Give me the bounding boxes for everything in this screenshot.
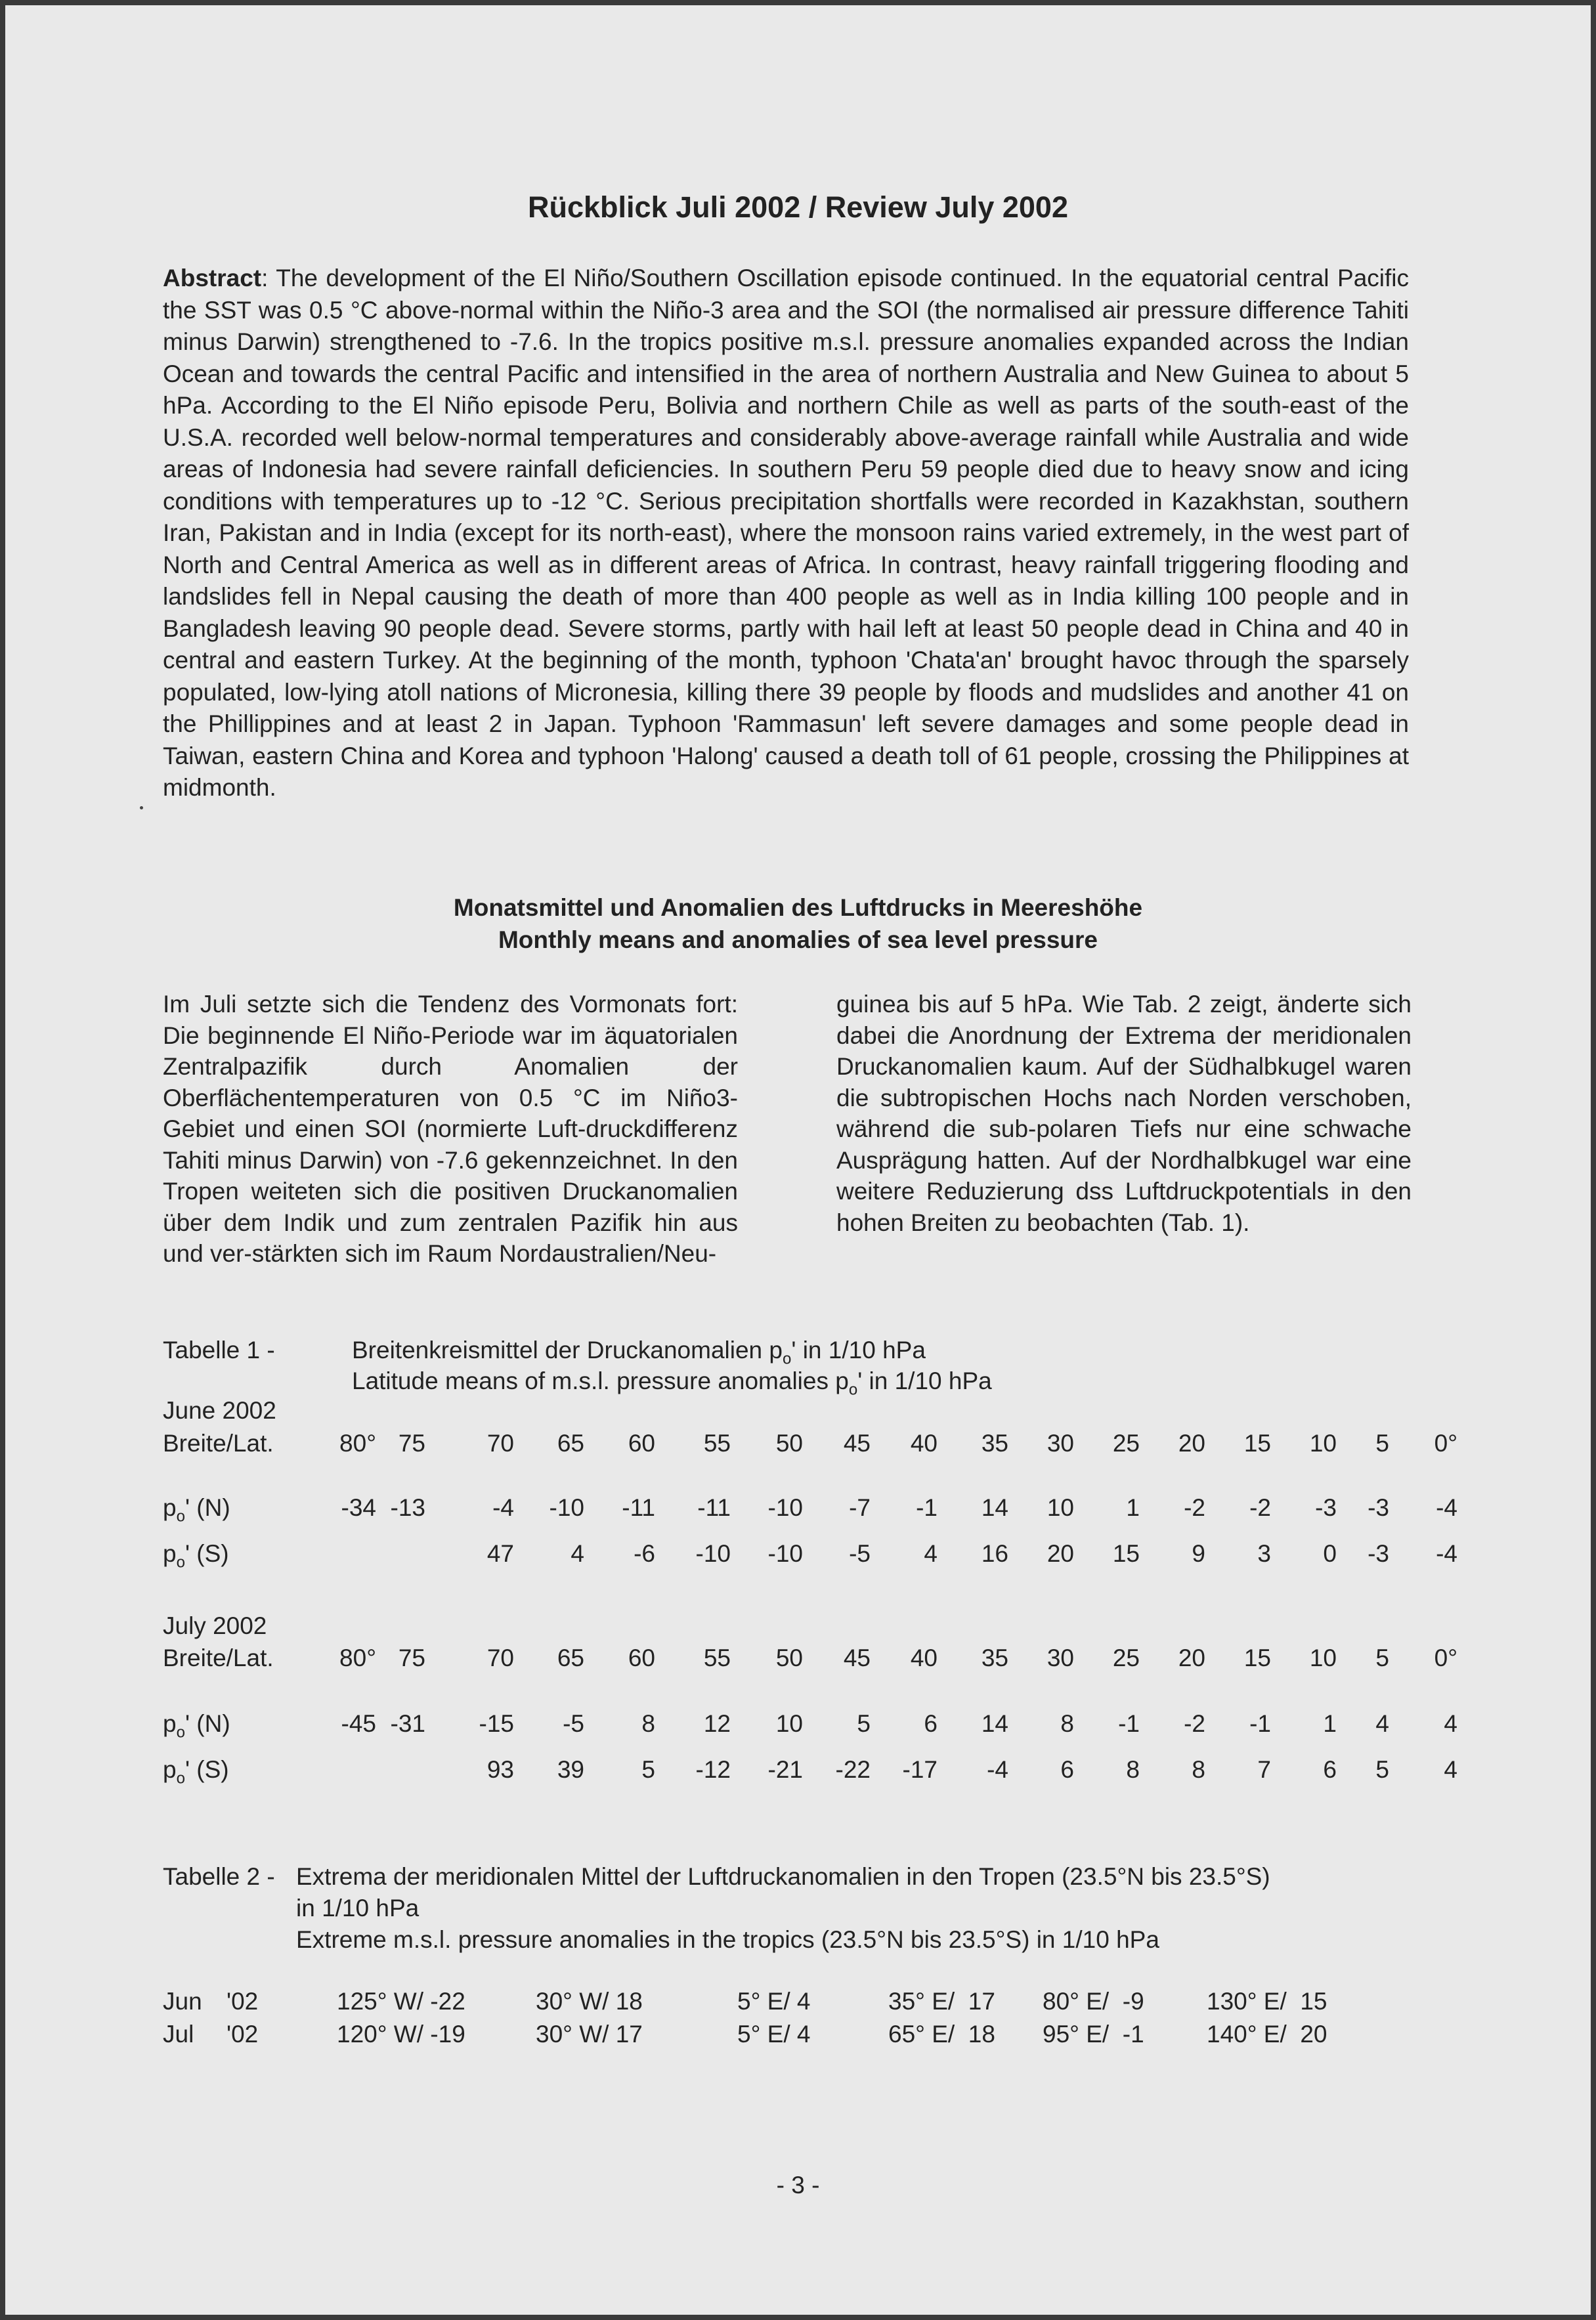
table1-july-s-cell: 93 xyxy=(486,1756,514,1783)
table1-june-lat-cell: 45 xyxy=(843,1430,871,1457)
table1-june-s-cell: 20 xyxy=(1046,1540,1074,1567)
table1-july-header-label: Breite/Lat. xyxy=(163,1644,274,1671)
table1-july-s-cell: 7 xyxy=(1257,1756,1271,1783)
table2-cell: 80° E/ -9 xyxy=(1043,1988,1144,2015)
table1-june-s-cell: 4 xyxy=(924,1540,938,1567)
table1-june-lat-cell: 25 xyxy=(1112,1430,1140,1457)
table1-july-s-cell: -12 xyxy=(695,1756,731,1783)
table1-june-n-cell: -11 xyxy=(697,1494,731,1521)
table2-caption-de-unit: in 1/10 hPa xyxy=(296,1895,420,1922)
table1-july-s-cell: 5 xyxy=(1375,1756,1389,1783)
table1-june-lat-cell: 60 xyxy=(628,1430,655,1457)
table1-june-s-cell: -6 xyxy=(634,1540,655,1567)
table1-june-lat-cell: 50 xyxy=(775,1430,803,1457)
table2-cell: 30° W/ 17 xyxy=(536,2021,643,2048)
table1-june-lat-cell: 20 xyxy=(1178,1430,1205,1457)
table1-july-n-cell: 14 xyxy=(981,1710,1008,1737)
table1-july-n-cell: 1 xyxy=(1323,1710,1337,1737)
table2-cell: 140° E/ 20 xyxy=(1207,2021,1327,2048)
table1-june-lat-cell: 30 xyxy=(1046,1430,1074,1457)
table1-july-s-cell: 39 xyxy=(557,1756,584,1783)
table1-july-s-cell: 8 xyxy=(1192,1756,1205,1783)
table2-row-month: Jul xyxy=(163,2021,194,2048)
table1-july-n-cell: 5 xyxy=(857,1710,871,1737)
section-heading-de: Monatsmittel und Anomalien des Luftdrucks in Meereshöhe xyxy=(453,894,1143,921)
table1-july-n-cell: -2 xyxy=(1184,1710,1205,1737)
table1-july-n-cell: -45 xyxy=(341,1710,376,1737)
table1-july-lat-cell: 50 xyxy=(775,1644,803,1671)
table2-cell: 30° W/ 18 xyxy=(536,1988,643,2015)
table1-june-lat-cell: 40 xyxy=(910,1430,938,1457)
table1-july-n-cell: 4 xyxy=(1444,1710,1457,1737)
table2-row-year: '02 xyxy=(226,2021,259,2048)
table1-june-lat-cell: 10 xyxy=(1309,1430,1337,1457)
table1-july-n-cell: -5 xyxy=(563,1710,584,1737)
table1-july-lat-cell: 60 xyxy=(628,1644,655,1671)
table1-june-s-cell: 15 xyxy=(1112,1540,1140,1567)
table1-july-lat-cell: 75 xyxy=(398,1644,425,1671)
table1-july-n-cell: 10 xyxy=(775,1710,803,1737)
table1-june-lat-cell: 70 xyxy=(486,1430,514,1457)
table1-june-lat-cell: 65 xyxy=(557,1430,584,1457)
document-page xyxy=(5,5,1591,2315)
table1-june-n-cell: -2 xyxy=(1249,1494,1271,1521)
table1-july-s-cell: 4 xyxy=(1444,1756,1457,1783)
table1-july-n-cell: 8 xyxy=(1060,1710,1074,1737)
table1-june-n-cell: -13 xyxy=(390,1494,425,1521)
table1-july-n-cell: -15 xyxy=(479,1710,514,1737)
table1-june-n-cell: 14 xyxy=(981,1494,1008,1521)
table1-july-s-cell: -21 xyxy=(767,1756,803,1783)
table1-july-s-cell: 5 xyxy=(641,1756,655,1783)
table1-june-n-cell: -4 xyxy=(492,1494,514,1521)
table1-june-n-cell: -11 xyxy=(622,1494,655,1521)
page-number: - 3 - xyxy=(776,2172,820,2199)
stray-dot-mark xyxy=(140,806,143,809)
table2-cell: 5° E/ 4 xyxy=(737,1988,811,2015)
table1-july-lat-cell: 20 xyxy=(1178,1644,1205,1671)
table2-caption-de: Extrema der meridionalen Mittel der Luftdruckanomalien in den Tropen (23.5°N bis 23.5°S) xyxy=(296,1863,1270,1890)
table2-cell: 35° E/ 17 xyxy=(888,1988,995,2015)
table1-july-lat-cell: 0° xyxy=(1434,1644,1457,1671)
table1-july-lat-cell: 30 xyxy=(1046,1644,1074,1671)
table1-june-s-cell: 0 xyxy=(1323,1540,1337,1567)
section-heading-en: Monthly means and anomalies of sea level pressure xyxy=(498,926,1098,953)
table1-june-lat-cell: 35 xyxy=(981,1430,1008,1457)
table1-july-n-cell: 4 xyxy=(1375,1710,1389,1737)
table1-june-s-cell: 47 xyxy=(486,1540,514,1567)
table1-july-n-cell: 6 xyxy=(924,1710,938,1737)
table1-july-lat-cell: 40 xyxy=(910,1644,938,1671)
table1-june-n-cell: 10 xyxy=(1046,1494,1074,1521)
table2-cell: 130° E/ 15 xyxy=(1207,1988,1327,2015)
table1-june-lat-cell: 55 xyxy=(703,1430,731,1457)
table1-label: Tabelle 1 - xyxy=(163,1337,275,1364)
table1-june-row-s-label: $p_o'$ (S) xyxy=(163,1540,229,1572)
table1-july-lat-cell: 70 xyxy=(486,1644,514,1671)
table1-july-n-cell: -1 xyxy=(1249,1710,1271,1737)
table1-june-s-cell: -3 xyxy=(1368,1540,1389,1567)
table1-june-n-cell: -10 xyxy=(767,1494,803,1521)
table1-june-n-cell: -1 xyxy=(916,1494,938,1521)
table1-july-lat-cell: 35 xyxy=(981,1644,1008,1671)
table2-label: Tabelle 2 - xyxy=(163,1863,275,1890)
table1-june-s-cell: 3 xyxy=(1257,1540,1271,1567)
table1-july-n-cell: -31 xyxy=(390,1710,425,1737)
table1-june-s-cell: -4 xyxy=(1436,1540,1457,1567)
table1-july-s-cell: 6 xyxy=(1323,1756,1337,1783)
table2-cell: 120° W/ -19 xyxy=(337,2021,465,2048)
table1-july-n-cell: 12 xyxy=(703,1710,731,1737)
table1-june-s-cell: -10 xyxy=(695,1540,731,1567)
table1-july-s-cell: 8 xyxy=(1126,1756,1140,1783)
table1-june-s-cell: 9 xyxy=(1192,1540,1205,1567)
table2-cell: 65° E/ 18 xyxy=(888,2021,995,2048)
table1-july-s-cell: 6 xyxy=(1060,1756,1074,1783)
text-column-left: Im Juli setzte sich die Tendenz des Vormonats fort: Die beginnende El Niño-Periode war im äquatorialen Zentralpazifik durch Anomalien der Oberflächentemperaturen von 0.5 °C im Niño3-Gebiet und einen SOI (normierte Luft-druckdifferenz Tahiti minus Darwin) von -7.6 gekennzeichnet. In den Tropen weiteten sich die positiven Druckanomalien über dem Indik und zum zentralen Pazifik hin aus und ver-stärkten sich im Raum Nordaustralien/Neu- xyxy=(163,991,738,1267)
table1-july-s-cell: -22 xyxy=(835,1756,871,1783)
table1-june-n-cell: -10 xyxy=(549,1494,584,1521)
table2-cell: 125° W/ -22 xyxy=(337,1988,465,2015)
table1-july-lat-cell: 15 xyxy=(1243,1644,1271,1671)
table1-july-s-cell: -4 xyxy=(987,1756,1008,1783)
table1-july-s-cell: -17 xyxy=(902,1756,938,1783)
table1-caption-en: Latitude means of m.s.l. pressure anomalies $p_o'$ in 1/10 hPa xyxy=(352,1367,992,1399)
table1-june-n-cell: -4 xyxy=(1436,1494,1457,1521)
table1-june-n-cell: -7 xyxy=(849,1494,871,1521)
table2-cell: 95° E/ -1 xyxy=(1043,2021,1144,2048)
table1-july-row-s-label: $p_o'$ (S) xyxy=(163,1756,229,1788)
table1-june-header-label: Breite/Lat. xyxy=(163,1430,274,1457)
table2-row-month: Jun xyxy=(163,1988,202,2015)
table2-cell: 5° E/ 4 xyxy=(737,2021,811,2048)
table1-june-n-cell: -2 xyxy=(1184,1494,1205,1521)
table2-caption-en: Extreme m.s.l. pressure anomalies in the tropics (23.5°N bis 23.5°S) in 1/10 hPa xyxy=(296,1926,1159,1953)
table1-june-n-cell: 1 xyxy=(1126,1494,1140,1521)
table1-june-lat-cell: 15 xyxy=(1243,1430,1271,1457)
table1-caption-de: Breitenkreismittel der Druckanomalien $p_o'$ in 1/10 hPa xyxy=(352,1337,926,1368)
table1-june-row-n-label: $p_o'$ (N) xyxy=(163,1494,230,1526)
table1-june-lat-cell: 5 xyxy=(1375,1430,1389,1457)
table1-june-s-cell: -10 xyxy=(767,1540,803,1567)
table1-july-lat-cell: 45 xyxy=(843,1644,871,1671)
abstract-paragraph xyxy=(163,263,1409,804)
table1-june-n-cell: -34 xyxy=(341,1494,376,1521)
table1-june-s-cell: 16 xyxy=(981,1540,1008,1567)
table1-june-s-cell: 4 xyxy=(571,1540,584,1567)
table1-july-lat-cell: 5 xyxy=(1375,1644,1389,1671)
abstract-label: Abstract xyxy=(163,265,262,291)
table1-june-lat-cell: 0° xyxy=(1434,1430,1457,1457)
text-column-right: guinea bis auf 5 hPa. Wie Tab. 2 zeigt, änderte sich dabei die Anordnung der Extrema der meridionalen Druckanomalien kaum. Auf der Südhalbkugel waren die subtropischen Hochs nach Norden verschoben, während die sub-polaren Tiefs nur eine schwache Ausprägung hatten. Auf der Nordhalbkugel war eine weitere Reduzierung dss Luftdruckpotentials in den hohen Breiten zu beobachten (Tab. 1). xyxy=(836,991,1412,1236)
page-title: Rückblick Juli 2002 / Review July 2002 xyxy=(528,190,1068,224)
table1-june-label: June 2002 xyxy=(163,1397,276,1424)
table1-july-label: July 2002 xyxy=(163,1612,267,1639)
table1-july-lat-cell: 80° xyxy=(339,1644,376,1671)
table1-june-lat-cell: 75 xyxy=(398,1430,425,1457)
abstract-text: : The development of the El Niño/Southern Oscillation episode continued. In the equatorial central Pacific the SST was 0.5 °C above-normal within the Niño-3 area and the SOI (the normalised air pressure difference Tahiti minus Darwin) strengthened to -7.6. In the tropics positive m.s.l. pressure anomalies expanded across the Indian Ocean and towards the central Pacific and intensified in the area of northern Australia and New Guinea to about 5 hPa. According to the El Niño episode Peru, Bolivia and northern Chile as well as parts of the south-east of the U.S.A. recorded well below-normal temperatures and considerably above-average rainfall while Australia and wide areas of Indonesia had severe rainfall deficiencies. In southern Peru 59 people died due to heavy snow and icing conditions with temperatures up to -12 °C. Serious precipitation shortfalls were recorded in Kazakhstan, southern Iran, Pakistan and in India (except for its north-east), where the monsoon rains varied extremely, in the west part of North and Central America as well as in different areas of Africa. In contrast, heavy rainfall triggering flooding and landslides fell in Nepal causing the death of more than 400 people as well as in India killing 100 people and in Bangladesh leaving 90 people dead. Severe storms, partly with hail left at least 50 people dead in China and 40 in central and eastern Turkey. At the beginning of the month, typhoon 'Chata'an' brought havoc through the sparsely populated, low-lying atoll nations of Micronesia, killing there 39 people by floods and mudslides and another 41 on the Phillippines and at least 2 in Japan. Typhoon 'Rammasun' left severe damages and some people dead in Taiwan, eastern China and Korea and typhoon 'Halong' caused a death toll of 61 people, crossing the Philippines at midmonth. xyxy=(163,265,1409,801)
table1-june-s-cell: -5 xyxy=(849,1540,871,1567)
table1-july-lat-cell: 55 xyxy=(703,1644,731,1671)
table1-june-lat-cell: 80° xyxy=(339,1430,376,1457)
table1-july-row-n-label: $p_o'$ (N) xyxy=(163,1710,230,1742)
table1-july-n-cell: 8 xyxy=(641,1710,655,1737)
table1-june-n-cell: -3 xyxy=(1368,1494,1389,1521)
table2-row-year: '02 xyxy=(226,1988,259,2015)
table1-july-lat-cell: 10 xyxy=(1309,1644,1337,1671)
table1-june-n-cell: -3 xyxy=(1315,1494,1337,1521)
table1-july-lat-cell: 25 xyxy=(1112,1644,1140,1671)
table1-july-lat-cell: 65 xyxy=(557,1644,584,1671)
table1-july-n-cell: -1 xyxy=(1118,1710,1140,1737)
